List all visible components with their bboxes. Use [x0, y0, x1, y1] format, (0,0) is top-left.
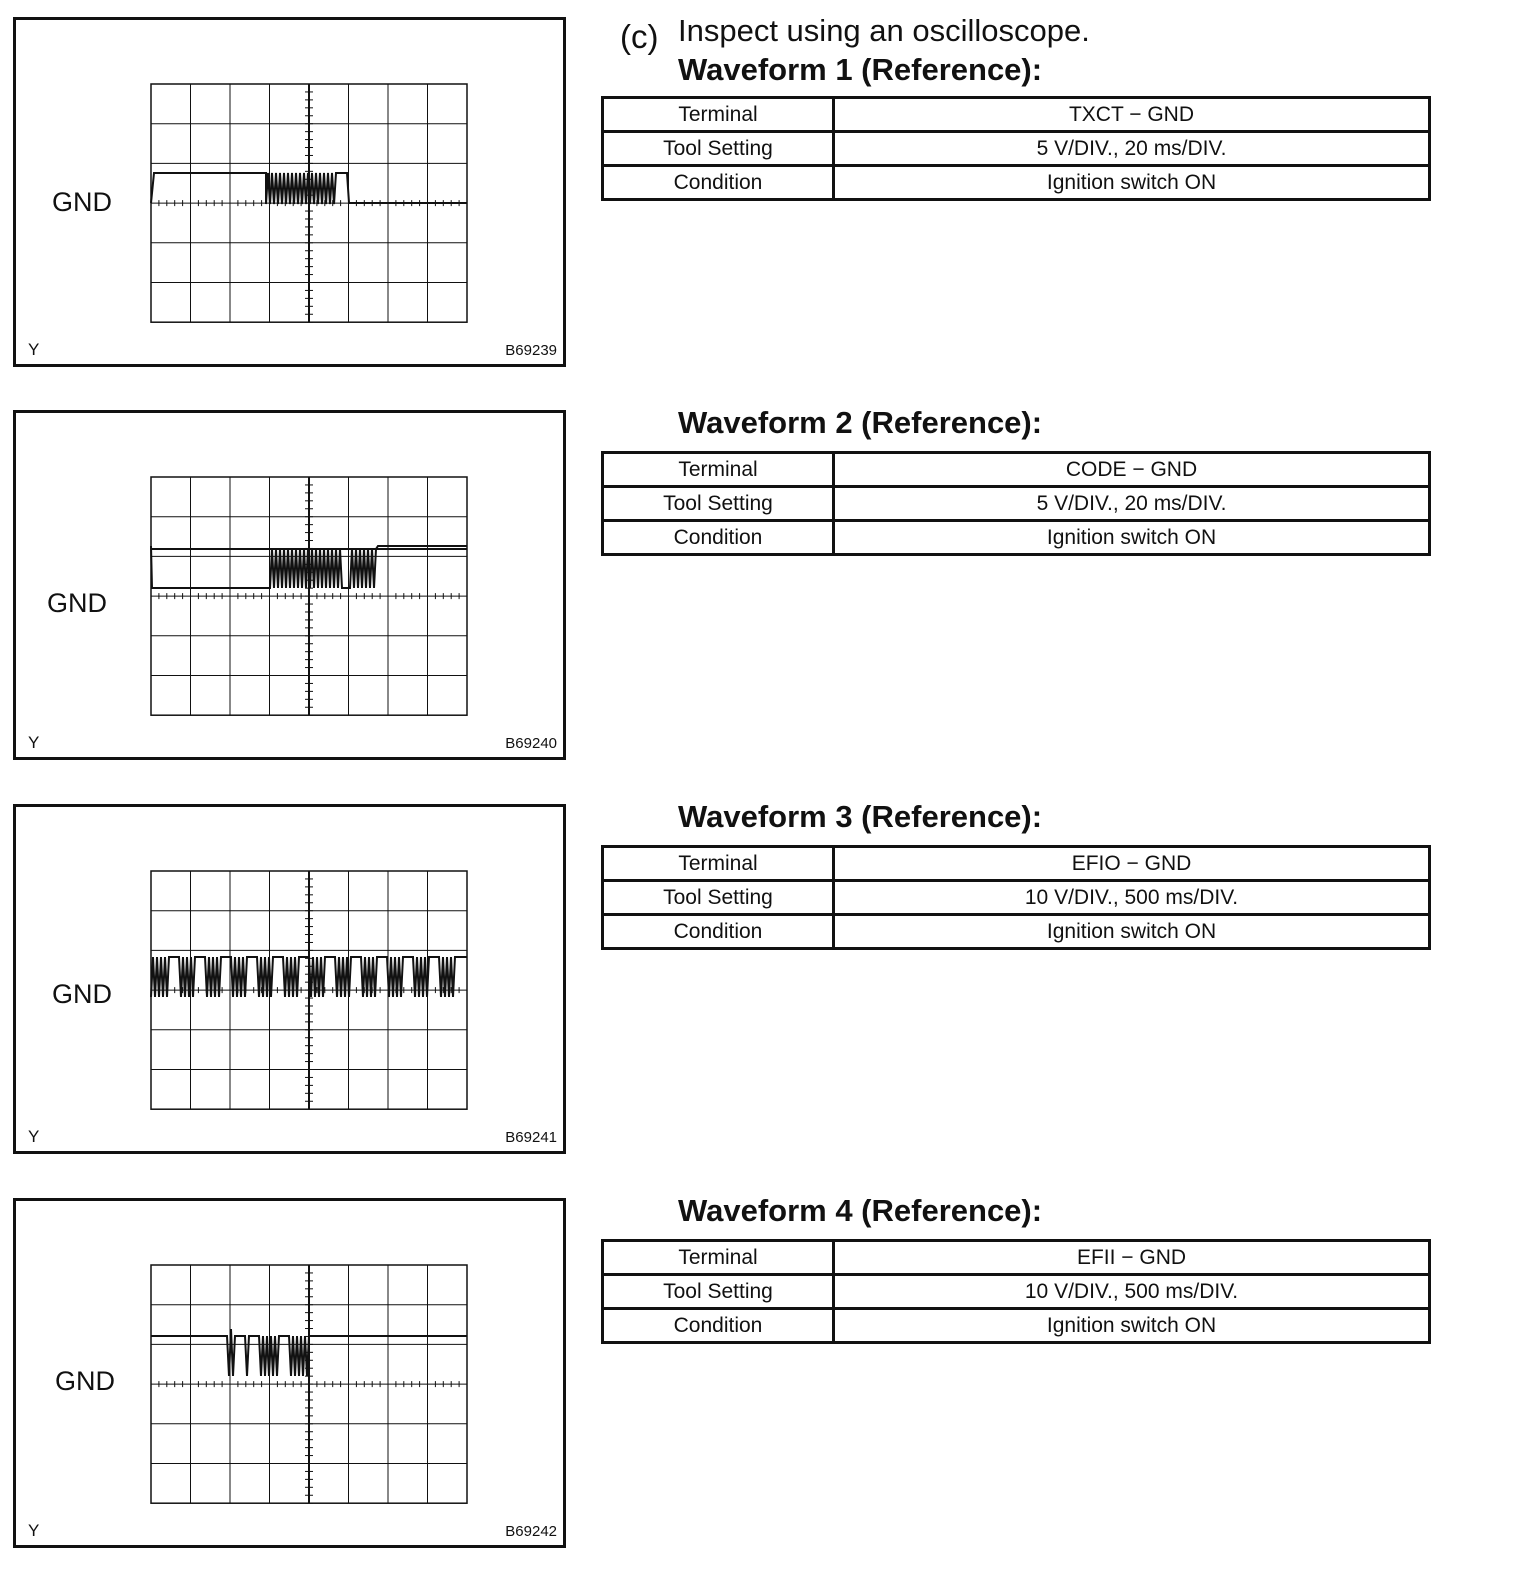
- terminal-label: Terminal: [603, 453, 834, 487]
- waveform-3-title: Waveform 3 (Reference):: [678, 799, 1043, 834]
- table-row: [603, 453, 1430, 487]
- step-letter: (c): [620, 18, 659, 55]
- condition-label: Condition: [603, 1309, 834, 1343]
- table-row: [603, 98, 1430, 132]
- waveform-1-title: Waveform 1 (Reference):: [678, 52, 1043, 87]
- gnd-label: GND: [52, 979, 112, 1009]
- tool-setting-value: 5 V/DIV., 20 ms/DIV.: [834, 487, 1430, 521]
- gnd-label: GND: [55, 1366, 115, 1396]
- tool-setting-value: 10 V/DIV., 500 ms/DIV.: [834, 1275, 1430, 1309]
- waveform-figure-2: [13, 410, 566, 760]
- terminal-label: Terminal: [603, 98, 834, 132]
- waveform-4-spec-table: [601, 1239, 1431, 1344]
- figure-id: B69240: [505, 735, 557, 752]
- table-row: [603, 1309, 1430, 1343]
- tool-setting-value: 5 V/DIV., 20 ms/DIV.: [834, 132, 1430, 166]
- waveform-trace-2: [151, 546, 467, 588]
- y-mark: Y: [28, 1521, 40, 1540]
- table-row: [603, 521, 1430, 555]
- waveform-2-spec-table: [601, 451, 1431, 556]
- terminal-label: Terminal: [603, 847, 834, 881]
- condition-label: Condition: [603, 521, 834, 555]
- y-mark: Y: [28, 1127, 40, 1146]
- tool-setting-label: Tool Setting: [603, 132, 834, 166]
- table-row: [603, 132, 1430, 166]
- waveform-2-title: Waveform 2 (Reference):: [678, 405, 1043, 440]
- condition-label: Condition: [603, 166, 834, 200]
- condition-value: Ignition switch ON: [834, 1309, 1430, 1343]
- figure-id: B69241: [505, 1129, 557, 1146]
- waveform-3-spec-table: [601, 845, 1431, 950]
- tool-setting-label: Tool Setting: [603, 881, 834, 915]
- table-row: [603, 881, 1430, 915]
- table-row: [603, 1241, 1430, 1275]
- waveform-figure-1: [13, 17, 566, 367]
- figure-id: B69239: [505, 342, 557, 359]
- figure-id: B69242: [505, 1523, 557, 1540]
- gnd-label: GND: [47, 588, 107, 618]
- terminal-value: TXCT − GND: [834, 98, 1430, 132]
- y-mark: Y: [28, 733, 40, 752]
- terminal-value: EFII − GND: [834, 1241, 1430, 1275]
- table-row: [603, 487, 1430, 521]
- condition-value: Ignition switch ON: [834, 521, 1430, 555]
- tool-setting-label: Tool Setting: [603, 1275, 834, 1309]
- condition-value: Ignition switch ON: [834, 166, 1430, 200]
- waveform-figure-3: [13, 804, 566, 1154]
- tool-setting-value: 10 V/DIV., 500 ms/DIV.: [834, 881, 1430, 915]
- terminal-value: EFIO − GND: [834, 847, 1430, 881]
- terminal-label: Terminal: [603, 1241, 834, 1275]
- waveform-figure-4: [13, 1198, 566, 1548]
- waveform-trace-1: [151, 173, 467, 204]
- waveform-1-spec-table: [601, 96, 1431, 201]
- scope-grid: [151, 477, 467, 715]
- table-row: [603, 847, 1430, 881]
- step-instruction: Inspect using an oscilloscope.: [678, 13, 1090, 48]
- waveform-4-title: Waveform 4 (Reference):: [678, 1193, 1043, 1228]
- condition-label: Condition: [603, 915, 834, 949]
- tool-setting-label: Tool Setting: [603, 487, 834, 521]
- condition-value: Ignition switch ON: [834, 915, 1430, 949]
- gnd-label: GND: [52, 187, 112, 217]
- terminal-value: CODE − GND: [834, 453, 1430, 487]
- scope-grid: [151, 1265, 467, 1503]
- table-row: [603, 1275, 1430, 1309]
- table-row: [603, 166, 1430, 200]
- table-row: [603, 915, 1430, 949]
- y-mark: Y: [28, 340, 40, 359]
